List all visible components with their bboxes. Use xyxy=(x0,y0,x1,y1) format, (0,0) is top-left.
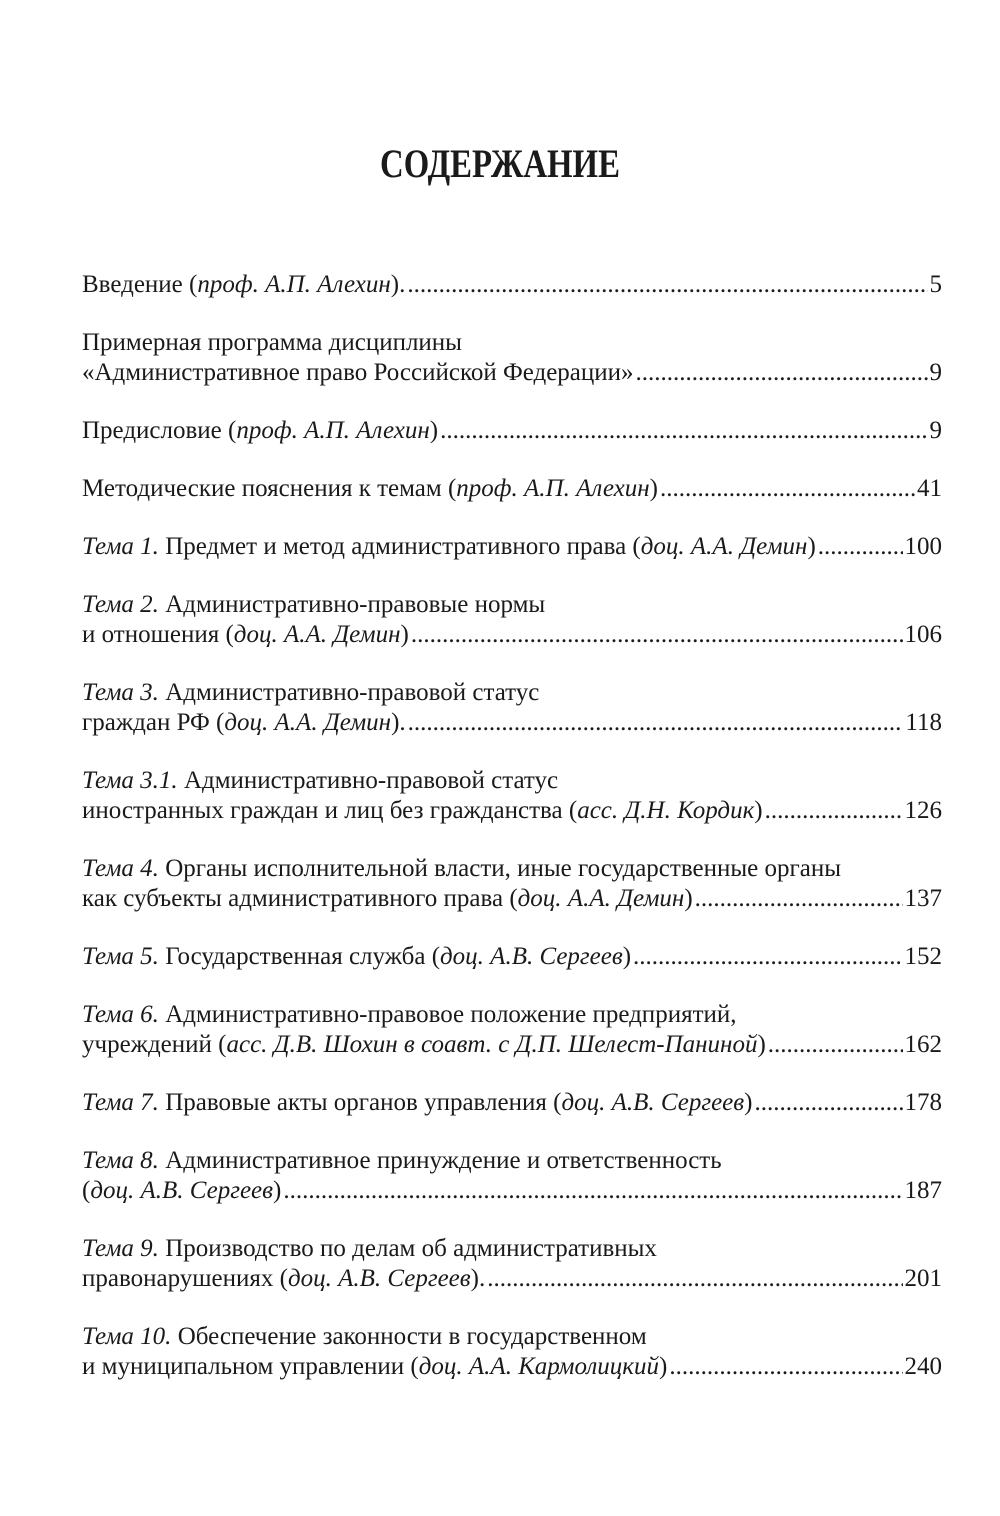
toc-entry-last-line xyxy=(82,708,942,738)
entry-text xyxy=(82,708,406,738)
entry-author: доц. А.А. Демин xyxy=(224,709,392,736)
toc-entry-line xyxy=(82,766,942,796)
entry-title: Производство по делам об административных xyxy=(158,1235,657,1262)
entry-text xyxy=(82,1264,485,1294)
entry-title: «Административное право Российской Федерации» xyxy=(82,359,634,386)
entry-punct: ) xyxy=(273,1177,282,1204)
dot-leader xyxy=(669,1352,902,1382)
toc-entry[interactable] xyxy=(82,766,942,826)
entry-title: Административно-правовое положение предприятий, xyxy=(158,1001,737,1028)
entry-title: ( xyxy=(82,1177,91,1204)
toc-entry[interactable] xyxy=(82,678,942,738)
topic-number: Тема 3.1. xyxy=(82,767,178,794)
entry-title: учреждений ( xyxy=(82,1031,227,1058)
toc-entry-last-line xyxy=(82,474,942,504)
entry-title: Административно-правовые нормы xyxy=(158,591,546,618)
entry-author: доц. А.В. Сергеев xyxy=(287,1265,471,1292)
entry-punct: ) xyxy=(400,621,409,648)
entry-author: асс. Д.В. Шохин в соавт. с Д.П. Шелест-Паниной xyxy=(226,1031,758,1058)
toc-entry[interactable] xyxy=(82,532,942,562)
page-number: 137 xyxy=(904,885,942,912)
toc-entry-last-line xyxy=(82,1352,942,1382)
toc-entry[interactable] xyxy=(82,1088,942,1118)
entry-text xyxy=(82,942,631,972)
toc-entry-line: Примерная программа дисциплины xyxy=(82,329,462,356)
toc-entry-last-line xyxy=(82,1088,942,1118)
toc-entry-line xyxy=(82,590,942,620)
entry-title: иностранных граждан и лиц без гражданства ( xyxy=(82,797,578,824)
dot-leader xyxy=(407,270,927,300)
dot-leader xyxy=(768,1030,903,1060)
entry-author: доц. А.А. Кармолицкий xyxy=(418,1353,659,1380)
entry-punct: ). xyxy=(470,1265,486,1292)
entry-punct: ) xyxy=(757,1031,766,1058)
page-title: СОДЕРЖАНИЕ xyxy=(380,141,620,186)
entry-title: Предмет и метод административного права ( xyxy=(158,533,641,560)
entry-text xyxy=(82,532,816,562)
entry-author: доц. А.А. Демин xyxy=(517,885,685,912)
dot-leader xyxy=(283,1176,902,1206)
topic-number: Тема 9. xyxy=(82,1235,159,1262)
entry-text xyxy=(82,884,693,914)
entry-title: Административно-правовой статус xyxy=(158,679,540,706)
page-number: 41 xyxy=(917,475,942,502)
entry-title: Правовые акты органов управления ( xyxy=(158,1089,562,1116)
page-number: 162 xyxy=(904,1031,942,1058)
topic-number: Тема 7. xyxy=(82,1089,159,1116)
entry-title: и отношения ( xyxy=(82,621,234,648)
entry-punct: ) xyxy=(754,797,763,824)
entry-punct: ) xyxy=(807,533,816,560)
page-number: 9 xyxy=(929,359,942,386)
toc-entry[interactable] xyxy=(82,942,942,972)
topic-number: Тема 10. xyxy=(82,1323,172,1350)
topic-number: Тема 6. xyxy=(82,1001,159,1028)
toc-entry-line xyxy=(82,1146,942,1176)
entry-text xyxy=(82,620,409,650)
toc-entry-last-line xyxy=(82,884,942,914)
toc-entry-last-line xyxy=(82,1030,942,1060)
topic-number: Тема 8. xyxy=(82,1147,159,1174)
dot-leader xyxy=(818,532,903,562)
toc-entry-line xyxy=(82,1000,942,1030)
toc-entry-last-line xyxy=(82,620,942,650)
toc-entry-line xyxy=(82,678,942,708)
dot-leader xyxy=(754,1088,902,1118)
page-number: 9 xyxy=(929,417,942,444)
entry-title: Обеспечение законности в государственном xyxy=(171,1323,647,1350)
toc-entry-last-line xyxy=(82,416,942,446)
toc-entry[interactable] xyxy=(82,416,942,446)
toc-entry-last-line xyxy=(82,532,942,562)
toc-entry[interactable] xyxy=(82,328,942,388)
entry-punct: ) xyxy=(649,475,658,502)
dot-leader xyxy=(633,942,902,972)
entry-author: доц. А.В. Сергеев xyxy=(561,1089,745,1116)
entry-punct: ). xyxy=(390,271,406,298)
dot-leader xyxy=(487,1264,902,1294)
entry-author: доц. А.А. Демин xyxy=(640,533,808,560)
entry-text xyxy=(82,416,438,446)
toc-entry[interactable] xyxy=(82,590,942,650)
dot-leader xyxy=(636,358,928,388)
entry-title: Органы исполнительной власти, иные государственные органы xyxy=(158,855,841,882)
toc-entry-last-line xyxy=(82,942,942,972)
dot-leader xyxy=(411,620,903,650)
toc-entry[interactable] xyxy=(82,474,942,504)
entry-text xyxy=(82,1088,752,1118)
entry-punct: ) xyxy=(658,1353,668,1380)
topic-number: Тема 5. xyxy=(82,943,159,970)
toc-entry-last-line xyxy=(82,358,942,388)
dot-leader xyxy=(440,416,927,446)
entry-title: и муниципальном управлении ( xyxy=(82,1353,419,1380)
entry-title: правонарушениях ( xyxy=(82,1265,288,1292)
page-number: 201 xyxy=(904,1265,942,1292)
entry-author: проф. А.П. Алехин xyxy=(236,417,430,444)
table-of-contents xyxy=(82,270,942,1410)
page-number: 178 xyxy=(904,1089,942,1116)
toc-entry[interactable] xyxy=(82,1234,942,1294)
entry-title: как субъекты административного права ( xyxy=(82,885,518,912)
entry-text xyxy=(82,474,658,504)
page-number: 5 xyxy=(929,271,942,298)
entry-punct: ) xyxy=(744,1089,753,1116)
entry-title: граждан РФ ( xyxy=(82,709,225,736)
entry-title: Предисловие ( xyxy=(82,417,237,444)
toc-entry-last-line xyxy=(82,1264,942,1294)
toc-entry-line xyxy=(82,854,942,884)
page-number: 100 xyxy=(904,533,942,560)
entry-author: доц. А.А. Демин xyxy=(233,621,401,648)
entry-title: Введение ( xyxy=(82,271,198,298)
entry-text xyxy=(82,1176,281,1206)
entry-punct: ) xyxy=(429,417,439,444)
toc-entry[interactable] xyxy=(82,1322,942,1382)
entry-punct: ) xyxy=(684,885,693,912)
toc-entry-last-line xyxy=(82,1176,942,1206)
entry-author: асс. Д.Н. Кордик xyxy=(577,797,755,824)
toc-entry-last-line xyxy=(82,270,942,300)
entry-title: Административное принуждение и ответственность xyxy=(158,1147,722,1174)
entry-author: доц. А.В. Сергеев xyxy=(440,943,623,970)
topic-number: Тема 4. xyxy=(82,855,159,882)
page-number: 240 xyxy=(904,1353,942,1380)
toc-entry[interactable] xyxy=(82,270,942,300)
entry-text xyxy=(82,1030,766,1060)
page-number: 126 xyxy=(904,797,942,824)
toc-entry[interactable] xyxy=(82,1000,942,1060)
dot-leader xyxy=(408,708,904,738)
topic-number: Тема 2. xyxy=(82,591,159,618)
entry-title: Государственная служба ( xyxy=(158,943,441,970)
topic-number: Тема 1. xyxy=(82,533,159,560)
entry-author: проф. А.П. Алехин xyxy=(197,271,391,298)
entry-punct: ). xyxy=(391,709,406,736)
entry-author: проф. А.П. Алехин xyxy=(456,475,650,502)
dot-leader xyxy=(660,474,915,504)
entry-text xyxy=(82,796,763,826)
topic-number: Тема 3. xyxy=(82,679,159,706)
entry-text xyxy=(82,1352,667,1382)
toc-entry-last-line xyxy=(82,796,942,826)
entry-text xyxy=(82,270,405,300)
entry-title: Методические пояснения к темам ( xyxy=(82,475,457,502)
toc-entry[interactable] xyxy=(82,1146,942,1206)
toc-entry[interactable] xyxy=(82,854,942,914)
dot-leader xyxy=(765,796,903,826)
entry-author: доц. А.В. Сергеев xyxy=(90,1177,274,1204)
page-number: 106 xyxy=(904,621,942,648)
page-number: 118 xyxy=(905,709,942,736)
entry-title: Административно-правовой статус xyxy=(177,767,559,794)
page-number: 187 xyxy=(904,1177,942,1204)
toc-entry-line xyxy=(82,1234,942,1264)
dot-leader xyxy=(695,884,903,914)
entry-text xyxy=(82,358,634,388)
toc-entry-line xyxy=(82,1322,942,1352)
entry-punct: ) xyxy=(622,943,632,970)
page-number: 152 xyxy=(904,943,942,970)
